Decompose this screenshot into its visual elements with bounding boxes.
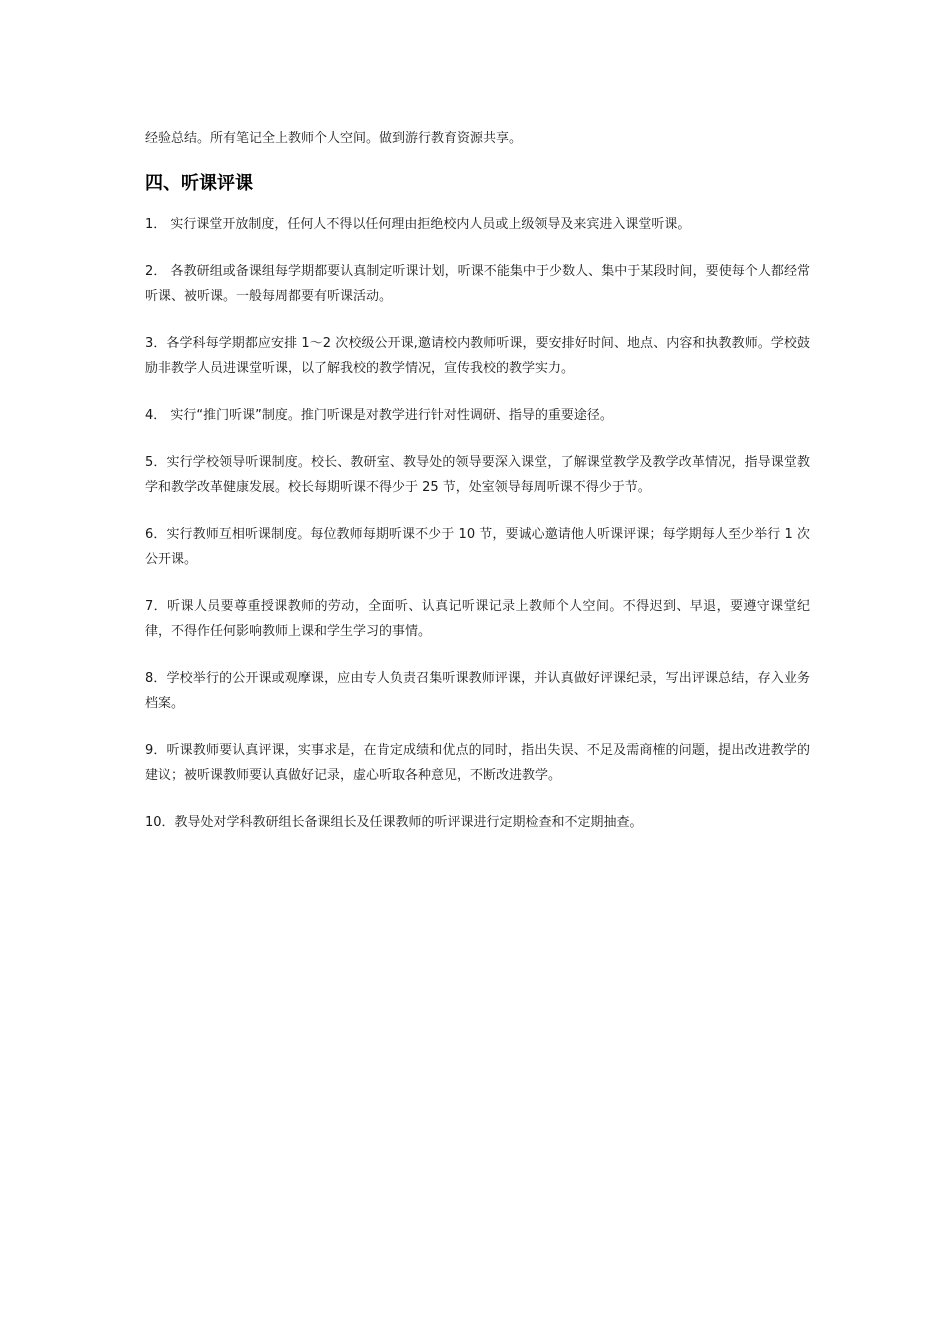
- list-item: 9．听课教师要认真评课，实事求是，在肯定成绩和优点的同时，指出失误、不足及需商榷的问题，提出改进教学的建议；被听课教师要认真做好记录，虚心听取各种意见，不断改进教学。: [145, 743, 810, 783]
- intro-paragraph: 经验总结。所有笔记全上教师个人空间。做到游行教育资源共享。: [145, 131, 523, 146]
- rules-list: [145, 212, 810, 835]
- list-item: 10．教导处对学科教研组长备课组长及任课教师的听评课进行定期检查和不定期抽查。: [145, 815, 643, 830]
- list-item: 6．实行教师互相听课制度。每位教师每期听课不少于 10 节，要诚心邀请他人听课评课；每学期每人至少举行 1 次公开课。: [145, 527, 810, 567]
- section-heading: 四、听课评课: [145, 173, 253, 194]
- list-item: 3．各学科每学期都应安排 1～2 次校级公开课,邀请校内教师听课，要安排好时间、地点、内容和执教教师。学校鼓励非教学人员进课堂听课，以了解我校的教学情况，宣传我校的教学实力。: [145, 336, 810, 376]
- list-item: 2． 各教研组或备课组每学期都要认真制定听课计划，听课不能集中于少数人、集中于某段时间，要使每个人都经常听课、被听课。一般每周都要有听课活动。: [145, 264, 810, 304]
- list-item: 4． 实行“推门听课”制度。推门听课是对教学进行针对性调研、指导的重要途径。: [145, 408, 613, 423]
- list-item: 5．实行学校领导听课制度。校长、教研室、教导处的领导要深入课堂，了解课堂教学及教学改革情况，指导课堂教学和教学改革健康发展。校长每期听课不得少于 25 节，处室领导每周听课不得少于节。: [145, 455, 810, 495]
- document-body: [145, 126, 810, 835]
- list-item: 1． 实行课堂开放制度，任何人不得以任何理由拒绝校内人员或上级领导及来宾进入课堂听课。: [145, 217, 691, 232]
- list-item: 7．听课人员要尊重授课教师的劳动，全面听、认真记听课记录上教师个人空间。不得迟到、早退，要遵守课堂纪律，不得作任何影响教师上课和学生学习的事情。: [145, 599, 810, 639]
- list-item: 8．学校举行的公开课或观摩课，应由专人负责召集听课教师评课，并认真做好评课纪录，写出评课总结，存入业务档案。: [145, 671, 810, 711]
